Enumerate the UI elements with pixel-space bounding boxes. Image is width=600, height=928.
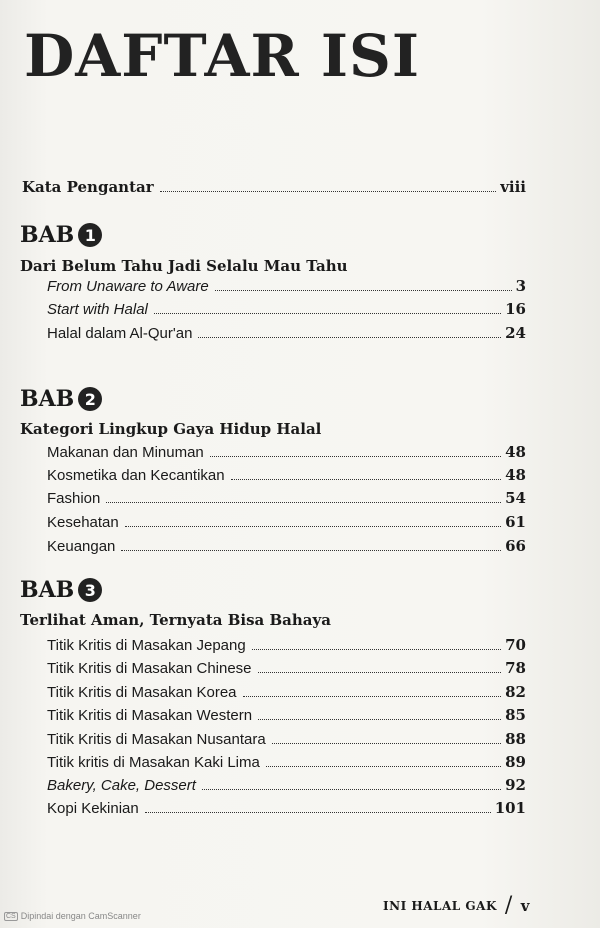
toc-entry-page: 24 [505,324,526,342]
toc-entry-page: viii [500,178,526,196]
toc-entry [47,300,526,318]
toc-entry-label: Bakery, Cake, Dessert [47,777,196,794]
toc-entry-label: Titik Kritis di Masakan Western [47,707,253,724]
toc-entry-label: Kosmetika dan Kecantikan [47,467,225,484]
footer-divider: / [504,893,513,918]
toc-entry [47,443,526,461]
dot-leader [198,336,501,338]
dot-leader [160,190,497,192]
toc-entry-page: 85 [505,706,526,724]
chapter-heading [20,222,102,248]
dot-leader [266,765,501,767]
toc-entry-label: Kopi Kekinian [47,800,139,817]
toc-entry [47,513,526,531]
chapter-number-badge: 3 [78,578,102,602]
toc-entry-label: Titik kritis di Masakan Kaki Lima [47,754,260,771]
toc-entry [47,659,526,677]
toc-entry [47,636,526,654]
toc-entry [47,683,526,701]
toc-entry-label: Titik Kritis di Masakan Korea [47,684,237,701]
chapter-heading [20,577,102,603]
toc-entry-label: Kata Pengantar [22,178,154,196]
toc-entry-page: 92 [505,776,526,794]
toc-entry-label: Halal dalam Al-Qur'an [47,325,193,342]
toc-entry [47,730,526,748]
dot-leader [121,549,501,551]
dot-leader [252,648,501,650]
dot-leader [243,695,502,697]
toc-entry [47,277,526,295]
dot-leader [258,671,502,673]
bab-label: BAB [20,386,75,412]
chapter-number-badge: 2 [78,387,102,411]
toc-entry-page: 66 [505,537,526,555]
toc-entry-page: 48 [505,466,526,484]
chapter-title: Kategori Lingkup Gaya Hidup Halal [20,420,322,438]
scanner-watermark [4,911,141,921]
dot-leader [215,289,512,291]
toc-entry [47,753,526,771]
toc-entry [47,776,526,794]
dot-leader [154,312,501,314]
dot-leader [106,501,501,503]
toc-entry [47,706,526,724]
toc-entry-page: 3 [515,277,526,295]
toc-entry-page: 54 [505,489,526,507]
toc-entry [47,799,526,817]
toc-entry-page: 82 [505,683,526,701]
toc-entry-page: 70 [505,636,526,654]
toc-entry-label: Kesehatan [47,514,119,531]
toc-entry-page: 48 [505,443,526,461]
toc-entry-page: 101 [494,799,526,817]
chapter-title: Dari Belum Tahu Jadi Selalu Mau Tahu [20,257,348,275]
page-number: v [520,896,531,915]
running-title: INI HALAL GAK [383,898,497,913]
bab-label: BAB [20,577,75,603]
dot-leader [258,718,501,720]
toc-entry-label: Fashion [47,490,101,507]
toc-entry-label: Keuangan [47,538,116,555]
toc-entry-label: Titik Kritis di Masakan Nusantara [47,731,266,748]
toc-entry [47,466,526,484]
dot-leader [210,455,501,457]
dot-leader [202,788,501,790]
toc-entry-page: 88 [505,730,526,748]
toc-entry-page: 16 [505,300,526,318]
dot-leader [125,525,501,527]
toc-entry [47,537,526,555]
chapter-title: Terlihat Aman, Ternyata Bisa Bahaya [20,611,331,629]
toc-entry-page: 78 [505,659,526,677]
toc-entry-page: 61 [505,513,526,531]
toc-entry-label: Titik Kritis di Masakan Jepang [47,637,246,654]
page-footer [383,893,530,918]
chapter-heading [20,386,102,412]
dot-leader [231,478,502,480]
toc-entry-label: Titik Kritis di Masakan Chinese [47,660,252,677]
bab-label: BAB [20,222,75,248]
watermark-text: Dipindai dengan CamScanner [20,911,141,921]
camscanner-logo-icon: CS [6,912,16,920]
toc-entry [47,324,526,342]
toc-entry [47,489,526,507]
chapter-number-badge: 1 [78,223,102,247]
toc-entry-label: Start with Halal [47,301,148,318]
toc-entry-label: From Unaware to Aware [47,278,209,295]
page-title: DAFTAR ISI [24,22,421,90]
toc-entry-page: 89 [505,753,526,771]
dot-leader [272,742,501,744]
toc-entry-front [22,178,526,196]
dot-leader [145,811,491,813]
toc-entry-label: Makanan dan Minuman [47,444,204,461]
